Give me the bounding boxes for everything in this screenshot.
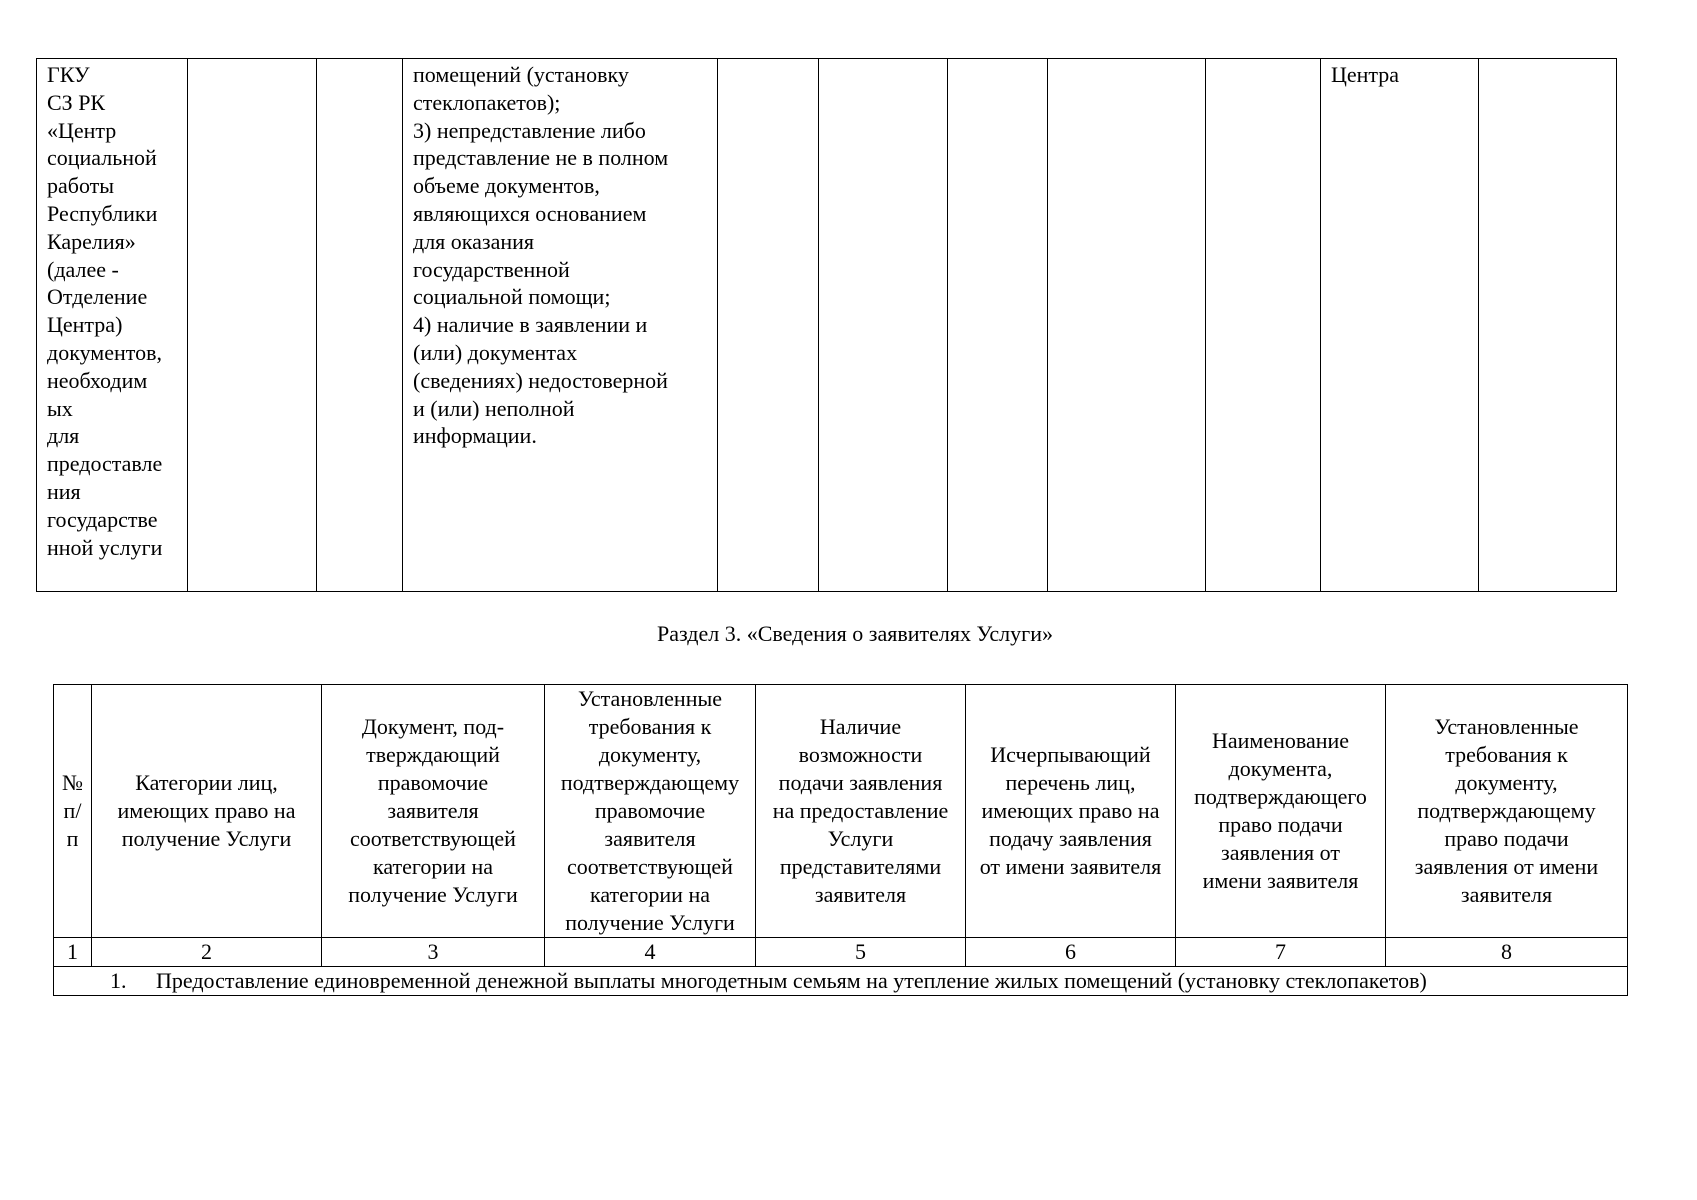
table-cell bbox=[1479, 59, 1617, 592]
table-cell bbox=[188, 59, 317, 592]
subsection-title: Предоставление единовременной денежной выплаты многодетным семьям на утепление жилых помещений (установку стеклопакетов) bbox=[156, 968, 1427, 993]
table-cell bbox=[317, 59, 403, 592]
table-cell bbox=[37, 59, 188, 592]
header-cell: Установленные требования к документу, подтверждающему право подачи заявления от имени заявителя bbox=[1386, 685, 1628, 938]
subsection-row bbox=[54, 967, 1628, 996]
header-cell: Наименование документа, подтверждающего право подачи заявления от имени заявителя bbox=[1176, 685, 1386, 938]
header-row bbox=[54, 685, 1628, 938]
table-cell bbox=[1321, 59, 1479, 592]
center-text: Центра bbox=[1331, 62, 1400, 87]
header-cell: Документ, под- тверждающий правомочие заявителя соответствующей категории на получение Услуги bbox=[322, 685, 545, 938]
header-cell: № п/ п bbox=[54, 685, 92, 938]
section-title: Раздел 3. «Сведения о заявителях Услуги» bbox=[657, 621, 1053, 646]
subsection-number: 1. bbox=[110, 968, 127, 993]
table-cell bbox=[948, 59, 1048, 592]
header-cell: Наличие возможности подачи заявления на предоставление Услуги представителями заявителя bbox=[756, 685, 966, 938]
header-cell: Установленные требования к документу, подтверждающему правомочие заявителя соответствующей категории на получение Услуги bbox=[545, 685, 756, 938]
continuation-table bbox=[36, 58, 1617, 592]
column-number-cell: 8 bbox=[1386, 938, 1628, 967]
column-number-row bbox=[54, 938, 1628, 967]
column-number-cell: 7 bbox=[1176, 938, 1386, 967]
column-number-cell: 4 bbox=[545, 938, 756, 967]
column-number-cell: 6 bbox=[966, 938, 1176, 967]
table-cell bbox=[1048, 59, 1206, 592]
responsible-organization-text: ГКУ СЗ РК «Центр социальной работы Республики Карелия» (далее - Отделение Центра) документов, необходим ых для предоставле ния государстве нной услуги bbox=[47, 62, 163, 560]
column-number-cell: 3 bbox=[322, 938, 545, 967]
table-cell bbox=[403, 59, 718, 592]
table-cell bbox=[1206, 59, 1321, 592]
header-cell: Исчерпывающий перечень лиц, имеющих право на подачу заявления от имени заявителя bbox=[966, 685, 1176, 938]
column-number-cell: 5 bbox=[756, 938, 966, 967]
table-row bbox=[37, 59, 1617, 592]
applicants-table bbox=[53, 684, 1628, 996]
header-cell: Категории лиц, имеющих право на получение Услуги bbox=[92, 685, 322, 938]
table-cell bbox=[718, 59, 819, 592]
subsection-cell bbox=[54, 967, 1628, 996]
column-number-cell: 2 bbox=[92, 938, 322, 967]
refusal-grounds-text: помещений (установку стеклопакетов); 3) непредставление либо представление не в полном объеме документов, являющихся основанием для оказания государственной социальной помощи; 4) наличие в заявлении и (или) документах (сведениях) недостоверной и (или) неполной информации. bbox=[413, 62, 669, 449]
column-number-cell: 1 bbox=[54, 938, 92, 967]
table-cell bbox=[819, 59, 948, 592]
